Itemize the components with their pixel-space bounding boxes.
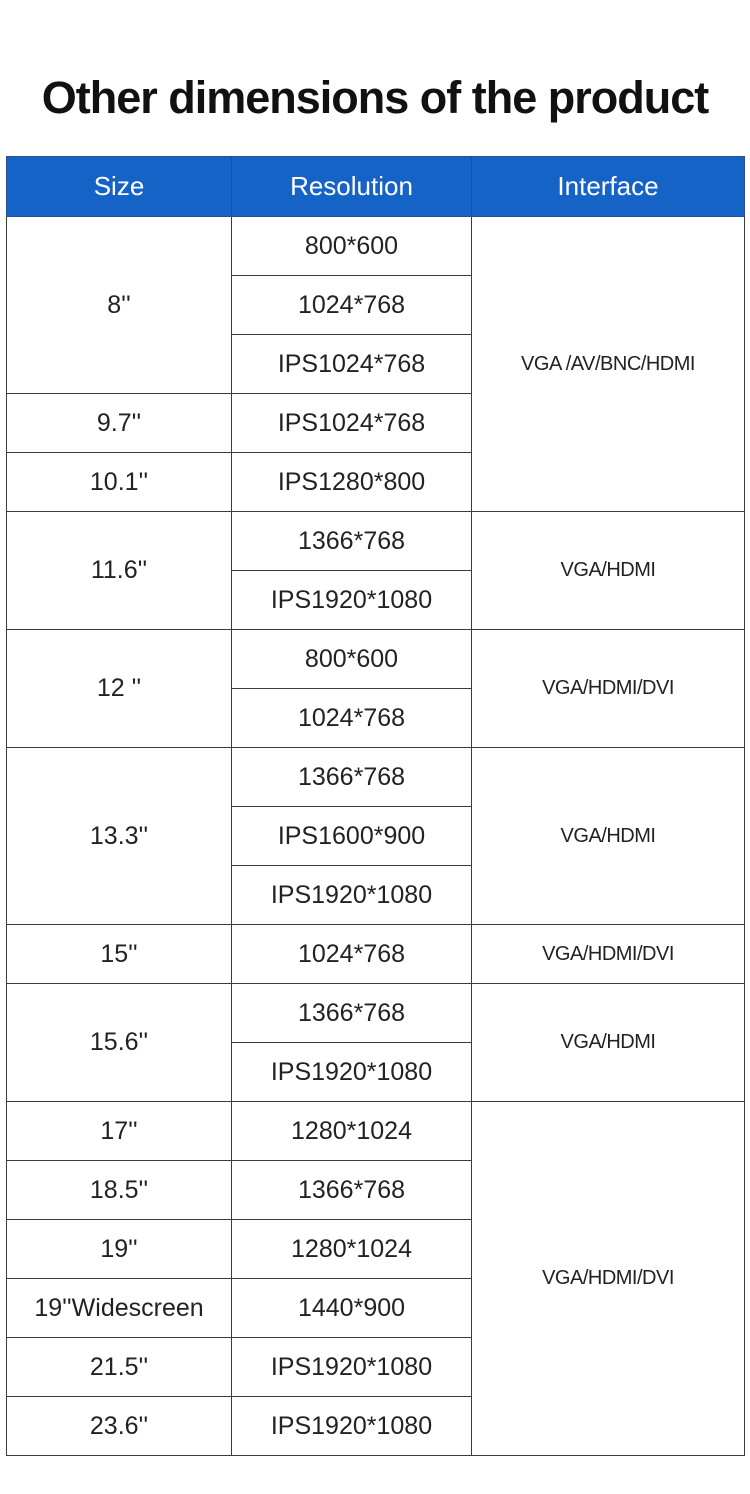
- size-cell: 18.5'': [7, 1161, 232, 1220]
- resolution-cell: 1024*768: [232, 689, 472, 748]
- resolution-cell: 800*600: [232, 630, 472, 689]
- size-cell: 19''Widescreen: [7, 1279, 232, 1338]
- table-row: [7, 748, 745, 807]
- resolution-cell: IPS1920*1080: [232, 1397, 472, 1456]
- table-body: [7, 217, 745, 1456]
- resolution-cell: 800*600: [232, 217, 472, 276]
- interface-cell: VGA/HDMI/DVI: [472, 630, 745, 748]
- size-cell: 19'': [7, 1220, 232, 1279]
- interface-cell: VGA/HDMI: [472, 748, 745, 925]
- header-row: [7, 157, 745, 217]
- table-row: [7, 1102, 745, 1161]
- size-cell: 8'': [7, 217, 232, 394]
- resolution-cell: 1366*768: [232, 512, 472, 571]
- resolution-cell: 1366*768: [232, 748, 472, 807]
- size-cell: 9.7'': [7, 394, 232, 453]
- interface-cell: VGA/HDMI: [472, 984, 745, 1102]
- resolution-cell: 1366*768: [232, 1161, 472, 1220]
- header-size: Size: [7, 157, 232, 217]
- resolution-cell: IPS1280*800: [232, 453, 472, 512]
- page-title: Other dimensions of the product: [41, 72, 709, 123]
- resolution-cell: IPS1024*768: [232, 335, 472, 394]
- header-resolution: Resolution: [232, 157, 472, 217]
- resolution-cell: 1366*768: [232, 984, 472, 1043]
- table-row: [7, 512, 745, 571]
- table-row: [7, 630, 745, 689]
- resolution-cell: IPS1024*768: [232, 394, 472, 453]
- resolution-cell: 1280*1024: [232, 1220, 472, 1279]
- resolution-cell: 1024*768: [232, 925, 472, 984]
- size-cell: 15.6'': [7, 984, 232, 1102]
- header-interface: Interface: [472, 157, 745, 217]
- size-cell: 10.1'': [7, 453, 232, 512]
- resolution-cell: IPS1920*1080: [232, 1043, 472, 1102]
- size-cell: 13.3'': [7, 748, 232, 925]
- resolution-cell: IPS1600*900: [232, 807, 472, 866]
- resolution-cell: 1024*768: [232, 276, 472, 335]
- resolution-cell: 1280*1024: [232, 1102, 472, 1161]
- interface-cell: VGA /AV/BNC/HDMI: [472, 217, 745, 512]
- resolution-cell: 1440*900: [232, 1279, 472, 1338]
- size-cell: 11.6'': [7, 512, 232, 630]
- size-cell: 15'': [7, 925, 232, 984]
- resolution-cell: IPS1920*1080: [232, 1338, 472, 1397]
- table-row: [7, 925, 745, 984]
- resolution-cell: IPS1920*1080: [232, 571, 472, 630]
- interface-cell: VGA/HDMI/DVI: [472, 925, 745, 984]
- dimensions-table: [6, 156, 745, 1456]
- size-cell: 21.5'': [7, 1338, 232, 1397]
- interface-cell: VGA/HDMI: [472, 512, 745, 630]
- size-cell: 17'': [7, 1102, 232, 1161]
- resolution-cell: IPS1920*1080: [232, 866, 472, 925]
- size-cell: 23.6'': [7, 1397, 232, 1456]
- table-row: [7, 984, 745, 1043]
- size-cell: 12 '': [7, 630, 232, 748]
- table-row: [7, 217, 745, 276]
- interface-cell: VGA/HDMI/DVI: [472, 1102, 745, 1456]
- table-header: [7, 157, 745, 217]
